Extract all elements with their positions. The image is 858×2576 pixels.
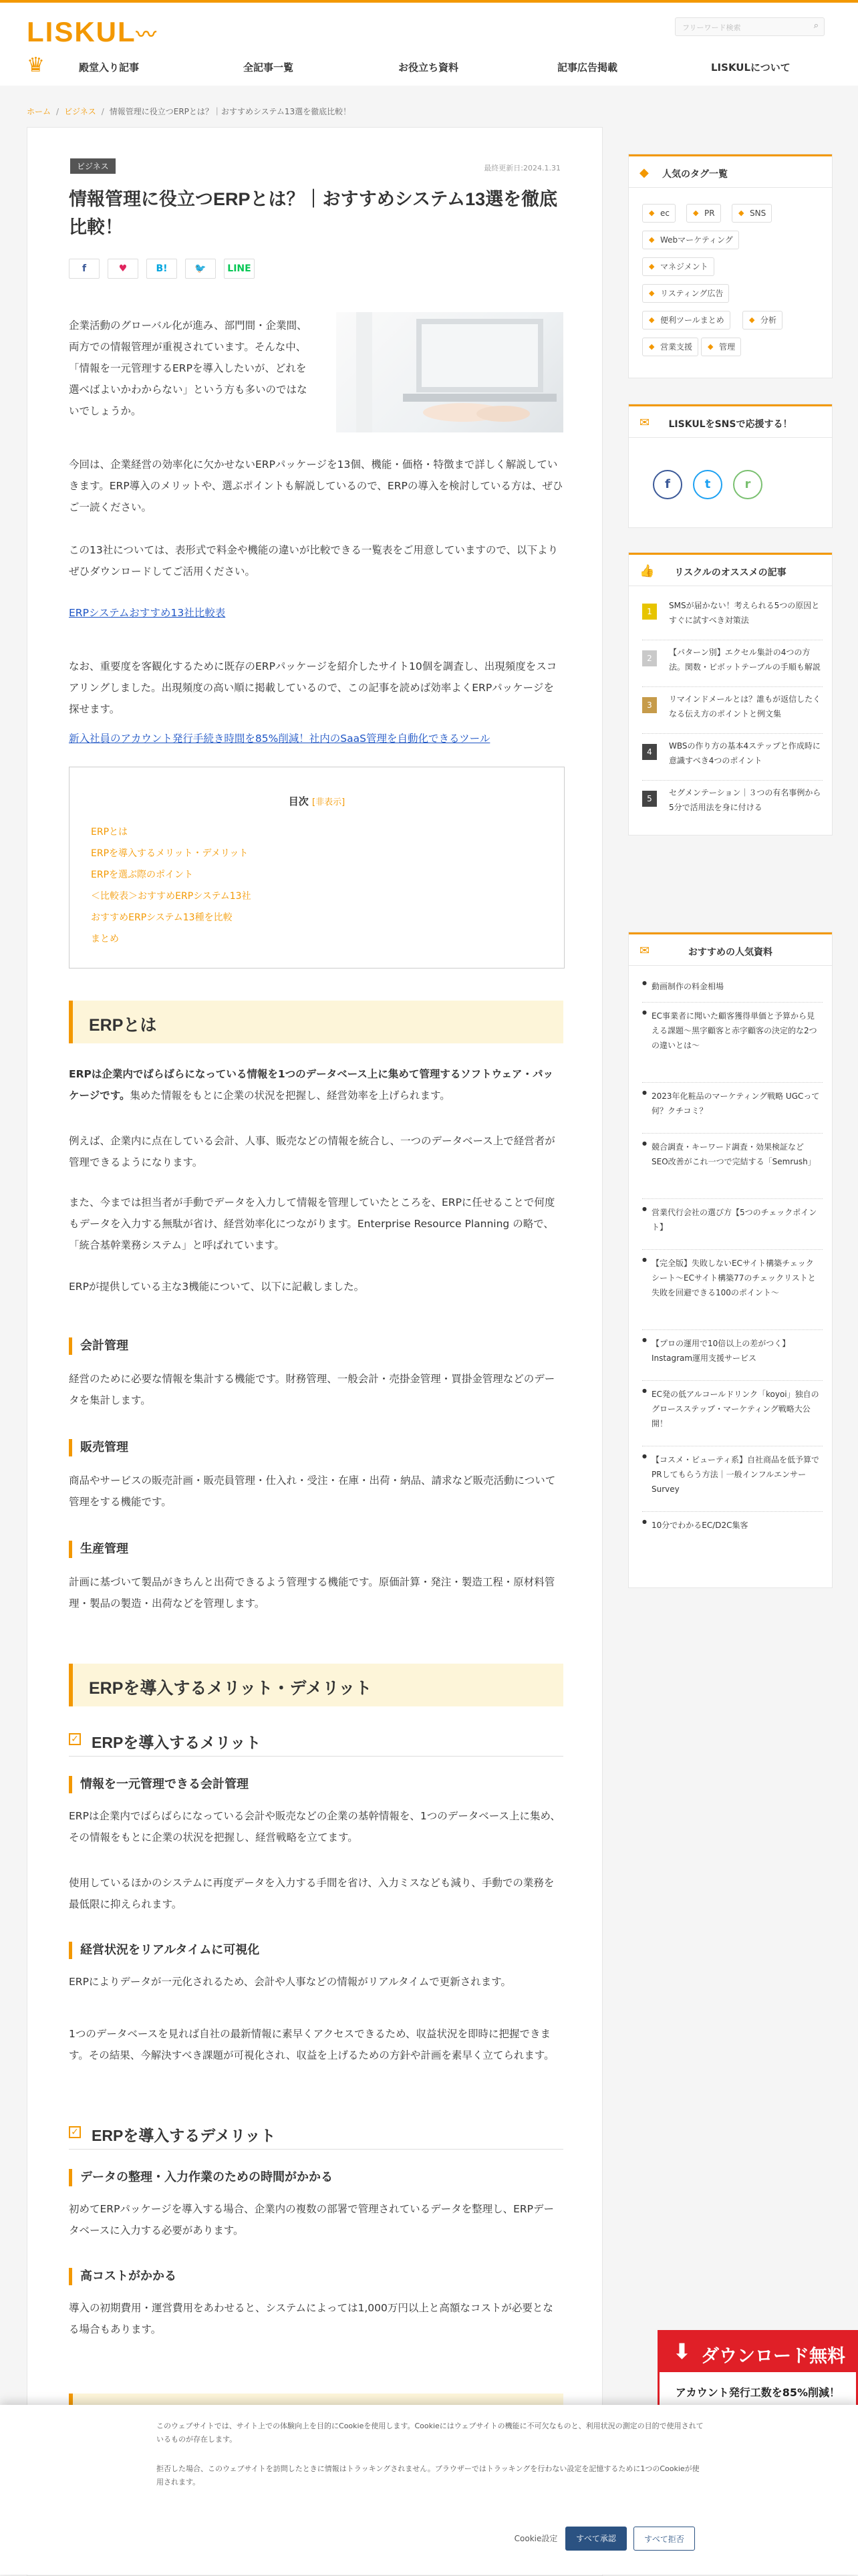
toc-item[interactable]: ERPを導入するメリット・デメリット [91,848,249,859]
mail-icon: ✉ [639,944,650,958]
cookie-text-1: このウェブサイトでは、サイト上での体験向上を目的にCookieを使用します。Cookieにはウェブサイトの機能に不可欠なものと、利用状況の測定の目的で使用されているものが存在します。 [156,2422,704,2444]
list-item[interactable]: ● 競合調査・キーワード調査・効果検証などSEO改善がこれ一つで完結する「Semrush」 [642,1133,823,1199]
list-item[interactable] [642,686,823,734]
sales-paragraph: 商品やサービスの販売計画・販売員管理・仕入れ・受注・在庫・出荷・納品、請求など販売活動について管理をする機能です。 [69,1474,556,1508]
list-item[interactable] [642,733,823,781]
category-badge[interactable]: ビジネス [70,158,116,174]
rank-title[interactable]: WBSの作り方の基本4ステップと作成時に意識すべき4つのポイント [669,741,821,765]
list-item[interactable] [642,640,823,687]
share-facebook-button[interactable]: f [69,259,100,279]
downloads-header: ✉ おすすめの人気資料 [629,932,832,966]
demerit-2-paragraph: 導入の初期費用・運営費用をあわせると、システムによっては1,000万円以上と高額なコストが必要となる場合もあります。 [69,2302,553,2335]
saas-tool-link[interactable]: 新入社員のアカウント発行手続き時間を85%削減！社内のSaaS管理を自動化できるツール [69,733,490,745]
heading-sales: 販売管理 [69,1439,128,1456]
cookie-text-2: 拒否した場合、このウェブサイトを訪問したときに情報はトラッキングされません。ブラウザーではトラッキングを行わない設定を記憶するために1つのCookieが使用されます。 [156,2464,700,2486]
table-of-contents [69,767,565,969]
list-item[interactable]: ● EC発の低アルコールドリンク「koyoi」独自のグロースステップ・マーケティング戦略大公開！ [642,1380,823,1446]
demerit-1-paragraph: 初めてERPパッケージを導入する場合、企業内の複数の部署で管理されているデータを整理し、ERPデータベースに入力する必要があります。 [69,2203,555,2236]
toc-item[interactable]: ERPを選ぶ際のポイント [91,870,194,880]
heading-demerit-1: データの整理・入力作業のための時間がかかる [69,2169,333,2186]
tag-admin[interactable]: ◆ 管理 [701,338,741,356]
facebook-icon[interactable]: f [653,470,682,499]
nav-about[interactable]: LISKULについて [711,61,791,74]
sidebar-sns [628,404,833,528]
site-header [0,3,858,86]
merit-1-paragraph-2: 使用しているほかのシステムに再度データを入力する手間を省け、入力ミスなども減り、手動での業務を最低限に抑えられます。 [69,1877,555,1910]
comparison-table-link[interactable]: ERPシステムおすすめ13社比較表 [69,607,226,619]
recommended-header: 👍 リスクルのオススメの記事 [629,553,832,586]
heading-accounting: 会計管理 [69,1337,128,1355]
breadcrumb: ホーム / ビジネス / 情報管理に役立つERPとは？｜おすすめシステム13選を徹底比較！ [27,107,351,116]
sns-header: ✉ LISKULをSNSで応援する！ [629,404,832,438]
list-item[interactable]: ● 営業代行会社の選び方【5つのチェックポイント】 [642,1198,823,1250]
intro-paragraph-4: なお、重要度を客観化するために既存のERPパッケージを紹介したサイト10個を調査し、出現頻度をスコアリングしました。出現頻度の高い順に掲載しているので、この記事を読めば効率よくERPパッケージを探せます。 [69,660,557,715]
global-nav [27,52,831,79]
intro-paragraph-2: 今回は、企業経営の効率化に欠かせないERPパッケージを13個、機能・価格・特徴まで詳しく解説していきます。ERP導入のメリットや、選ぶポイントも解説しているので、ERPの導入を検討している方は、ぜひご一読ください。 [69,459,563,513]
rank-badge: 1 [642,604,657,620]
erp-example-paragraph: 例えば、企業内に点在している会計、人事、販売などの情報を統合し、一つのデータベース上で経営者が管理できるようになります。 [69,1135,555,1168]
cookie-settings-button[interactable]: Cookie設定 [514,2534,558,2543]
merit-2-paragraph-1: ERPによりデータが一元化されるため、会計や人事などの情報がリアルタイムで更新されます。 [69,1976,512,1988]
share-pocket-button[interactable]: ♥ [108,259,138,279]
download-arrow-icon: ⬇ [673,2339,691,2364]
check-icon: ✓ [69,2126,81,2138]
toc-item[interactable]: ＜比較表＞おすすめERPシステム13社 [91,891,251,902]
list-item[interactable]: ● 10分でわかるEC/D2C集客 [642,1511,823,1547]
nav-resources[interactable]: お役立ち資料 [398,61,459,74]
banner-line-1: アカウント発行工数を85%削減！ [675,2386,841,2399]
share-twitter-button[interactable]: 🐦 [185,259,216,279]
breadcrumb-current: 情報管理に役立つERPとは？｜おすすめシステム13選を徹底比較！ [109,107,351,116]
tag-analysis[interactable]: ◆ 分析 [742,311,782,330]
search-input[interactable] [675,17,825,36]
sidebar-downloads [628,932,833,1588]
tag-ec[interactable]: ◆ ec [642,204,676,223]
nav-ad-placement[interactable]: 記事広告掲載 [557,61,618,74]
share-line-button[interactable]: LINE [224,259,255,279]
heading-production: 生産管理 [69,1541,128,1558]
toc-hide-toggle[interactable]: [非表示] [312,797,345,807]
nav-all-articles[interactable]: 全記事一覧 [243,61,294,74]
crown-icon: ♛ [27,53,45,77]
rank-title[interactable]: セグメンテーション｜３つの有名事例から5分で活用法を身に付ける [669,788,821,812]
tag-sales-support[interactable]: ◆ 営業支援 [642,338,698,356]
tag-listing-ads[interactable]: ◆ リスティング広告 [642,284,729,303]
toc-item[interactable]: おすすめERPシステム13種を比較 [91,912,233,923]
reject-all-button[interactable]: すべて拒否 [633,2527,695,2551]
heading-demerit: ✓ ERPを導入するデメリット [69,2123,563,2150]
check-icon: ✓ [69,1733,81,1745]
accept-all-button[interactable]: すべて承認 [565,2527,627,2551]
banner-title: ダウンロード無料 [701,2346,845,2367]
twitter-icon[interactable]: t [693,470,722,499]
cookie-consent-bar [0,2405,858,2575]
section-heading-erp: ERPとは [69,1001,563,1043]
heading-merit-2: 経営状況をリアルタイムに可視化 [69,1942,259,1959]
tag-pr[interactable]: ◆ PR [686,204,721,223]
rank-badge: 4 [642,744,657,760]
list-item[interactable] [642,780,823,827]
article-main [27,127,603,2576]
production-paragraph: 計画に基づいて製品がきちんと出荷できるよう管理する機能です。原価計算・発注・製造工程・原材料管理・製品の製造・出荷などを管理します。 [69,1576,555,1609]
rank-title[interactable]: SMSが届かない！考えられる5つの原因とすぐに試すべき対策法 [669,601,820,625]
rss-icon[interactable]: r [733,470,762,499]
tags-header: ◆ 人気のタグ一覧 [629,154,832,188]
sidebar-recommended [628,552,833,835]
tag-management[interactable]: ◆ マネジメント [642,257,714,276]
erp-definition-paragraph: ERPは企業内でばらばらになっている情報を1つのデータベース上に集めて管理するソフトウェア・パッケージです。集めた情報をもとに企業の状況を把握し、経営効率を上げられます。 [69,1068,553,1102]
rank-badge: 5 [642,791,657,807]
list-item[interactable]: ● 【コスメ・ビューティ系】自社商品を低予算でPRしてもらう方法｜一般インフルエンサーSurvey [642,1446,823,1512]
tag-sns[interactable]: ◆ SNS [732,204,772,223]
list-item[interactable]: ● 2023年化粧品のマーケティング戦略 UGCって何？クチコミ？ [642,1082,823,1134]
page-title: 情報管理に役立つERPとは？｜おすすめシステム13選を徹底比較！ [69,189,558,237]
merit-1-paragraph-1: ERPは企業内でばらばらになっている会計や販売などの企業の基幹情報を、1つのデータベース上に集め、その情報をもとに企業の状況を把握し、経営戦略を立てます。 [69,1810,561,1843]
rank-badge: 2 [642,650,657,666]
search-icon[interactable]: ⌕ [813,21,819,31]
tag-icon: ◆ [639,166,649,180]
tag-tools[interactable]: ◆ 便利ツールまとめ [642,311,730,330]
section-heading-merit-demerit: ERPを導入するメリット・デメリット [69,1664,563,1706]
search-placeholder: フリーワード検索 [682,23,741,32]
toc-item[interactable]: まとめ [91,934,119,944]
accounting-paragraph: 経営のために必要な情報を集計する機能です。財務管理、一般会計・売掛金管理・買掛金管理などのデータを集計します。 [69,1373,555,1406]
list-item[interactable]: ● 動画制作の料金相場 [642,973,823,1003]
heading-demerit-2: 高コストがかかる [69,2268,176,2285]
hero-image-laptop [336,312,563,432]
thumbs-up-icon: 👍 [639,564,655,578]
erp-efficiency-paragraph: また、今までは担当者が手動でデータを入力して情報を管理していたところを、ERPに任せることで何度もデータを入力する無駄が省け、経営効率化につながります。Enterprise Resource Planning の略で、「統合基幹業務システム」と呼ばれています。 [69,1196,555,1251]
breadcrumb-home[interactable]: ホーム [27,107,51,116]
list-item[interactable] [642,593,823,640]
rank-title[interactable]: リマインドメールとは？誰もが返信したくなる伝え方のポイントと例文集 [669,694,821,719]
erp-functions-intro: ERPが提供している主な3機能について、以下に記載しました。 [69,1281,365,1293]
tag-web-marketing[interactable]: ◆ Webマーケティング [642,231,739,249]
intro-paragraph-3: この13社については、表形式で料金や機能の違いが比較できる一覧表をご用意していますので、以下よりぜひダウンロードしてご活用ください。 [69,544,559,577]
share-hatena-button[interactable]: B! [146,259,177,279]
list-item[interactable]: ● EC事業者に聞いた顧客獲得単価と予算から見える課題〜黒字顧客と赤字顧客の決定的な2つの違いとは〜 [642,1002,823,1083]
nav-hall-of-fame[interactable]: 殿堂入り記事 [79,61,140,74]
toc-item[interactable]: ERPとは [91,827,128,838]
download-banner-header [660,2332,856,2372]
updated-date: 最終更新日:2024.1.31 [484,164,561,172]
rank-title[interactable]: 【パターン別】エクセル集計の4つの方法。関数・ピボットテーブルの手順も解説 [669,648,821,672]
toc-title: 目次 [非表示] [288,795,345,807]
rank-badge: 3 [642,697,657,713]
site-logo[interactable]: LISKUL〰 [27,16,158,47]
breadcrumb-category[interactable]: ビジネス [64,107,96,116]
heading-merit-1: 情報を一元管理できる会計管理 [69,1776,249,1793]
sidebar-popular-tags [628,154,833,378]
mail-icon: ✉ [639,416,650,430]
heading-merit: ✓ ERPを導入するメリット [69,1730,563,1757]
merit-2-paragraph-2: 1つのデータベースを見れば自社の最新情報に素早くアクセスできるため、収益状況を即時に把握できます。その結果、今解決すべき課題が可視化され、収益を上げるための方針や計画を素早く立てられます。 [69,2028,555,2061]
list-item[interactable]: ● 【プロの運用で10倍以上の差がつく】Instagram運用支援サービス [642,1329,823,1381]
intro-paragraph-1: 企業活動のグローバル化が進み、部門間・企業間、両方での情報管理が重視されています。そんな中、「情報を一元管理するERPを導入したいが、どれを選べばよいかわからない」という方も多いのではないでしょうか。 [69,319,307,417]
list-item[interactable]: ● 【完全版】失敗しないECサイト構築チェックシート〜ECサイト構築77のチェックリストと失敗を回避できる100のポイント〜 [642,1249,823,1330]
